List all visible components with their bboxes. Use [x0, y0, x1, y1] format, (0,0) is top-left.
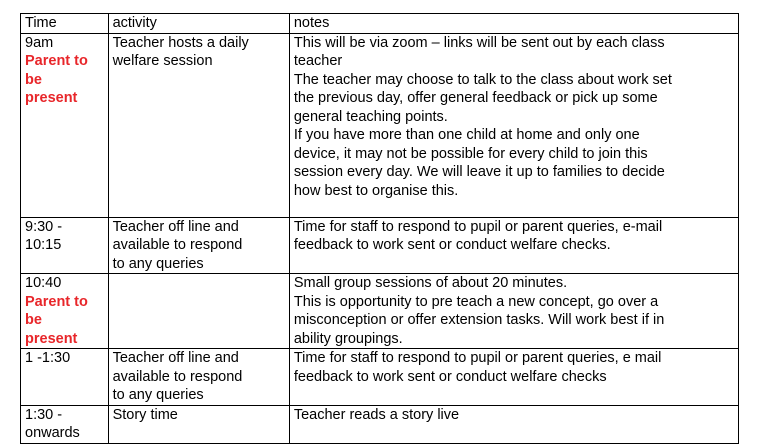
- notes-cell: [289, 33, 738, 217]
- parent-present-flag: present: [25, 90, 78, 106]
- notes-text: misconception or offer extension tasks. Will work best if in: [293, 312, 665, 328]
- activity-text: to any queries: [112, 255, 204, 272]
- time-cell: [21, 274, 109, 349]
- time-text: 10:40: [25, 275, 62, 291]
- notes-text: Time for staff to respond to pupil or parent queries, e mail: [293, 350, 662, 366]
- time-text: 1:30 -: [25, 406, 63, 423]
- activity-cell: [108, 274, 289, 349]
- header-row: [21, 14, 739, 34]
- time-text: onwards: [25, 425, 80, 441]
- notes-text: The teacher may choose to talk to the class about work set: [293, 71, 672, 88]
- activity-text: to any queries: [112, 387, 204, 403]
- notes-text: feedback to work sent or conduct welfare checks: [293, 368, 607, 385]
- table-row: [21, 33, 739, 217]
- activity-text: Teacher off line and: [112, 218, 239, 235]
- activity-text: Story time: [112, 406, 178, 423]
- notes-cell: [289, 405, 738, 443]
- time-text: 9:30 -: [25, 218, 63, 235]
- header-activity: activity: [108, 14, 289, 34]
- table-row: [21, 217, 739, 274]
- notes-text: the previous day, offer general feedback or pick up some: [293, 90, 658, 106]
- notes-text: If you have more than one child at home and only one: [293, 127, 640, 143]
- notes-text: device, it may not be possible for every child to join this: [293, 145, 648, 162]
- notes-text: Teacher reads a story live: [293, 406, 460, 423]
- activity-text: Teacher hosts a daily: [112, 34, 249, 51]
- time-text: 10:15: [25, 237, 62, 253]
- activity-cell: [108, 217, 289, 274]
- notes-text: general teaching points.: [293, 108, 448, 125]
- time-cell: [21, 349, 109, 406]
- parent-present-flag: present: [25, 330, 78, 347]
- notes-text: Time for staff to respond to pupil or parent queries, e-mail: [293, 218, 663, 235]
- parent-present-flag: Parent to: [25, 53, 88, 69]
- notes-text: ability groupings.: [293, 330, 403, 347]
- notes-text: how best to organise this.: [293, 182, 459, 199]
- notes-cell: [289, 217, 738, 274]
- header-time: Time: [21, 14, 109, 34]
- notes-text: This is opportunity to pre teach a new concept, go over a: [293, 293, 659, 310]
- table-row: [21, 349, 739, 406]
- notes-text: feedback to work sent or conduct welfare checks.: [293, 237, 611, 253]
- time-cell: [21, 405, 109, 443]
- activity-text: available to respond: [112, 237, 243, 253]
- time-cell: [21, 217, 109, 274]
- activity-cell: [108, 33, 289, 217]
- time-cell: [21, 33, 109, 217]
- time-text: 1 -1:30: [25, 350, 71, 366]
- notes-text: Small group sessions of about 20 minutes.: [293, 275, 568, 291]
- table-row: [21, 274, 739, 349]
- time-text: 9am: [25, 34, 54, 51]
- table-row: [21, 405, 739, 443]
- activity-cell: [108, 349, 289, 406]
- activity-text: welfare session: [112, 53, 213, 69]
- schedule-table: [20, 13, 739, 444]
- header-notes: notes: [289, 14, 738, 34]
- notes-text: This will be via zoom – links will be sent out by each class: [293, 34, 665, 51]
- notes-cell: [289, 274, 738, 349]
- notes-text: session every day. We will leave it up to families to decide: [293, 164, 665, 180]
- parent-present-flag: be: [25, 312, 42, 328]
- notes-cell: [289, 349, 738, 406]
- parent-present-flag: be: [25, 71, 42, 88]
- activity-text: available to respond: [112, 368, 243, 385]
- notes-text: teacher: [293, 53, 343, 69]
- activity-text: Teacher off line and: [112, 350, 239, 366]
- parent-present-flag: Parent to: [25, 293, 88, 310]
- activity-cell: [108, 405, 289, 443]
